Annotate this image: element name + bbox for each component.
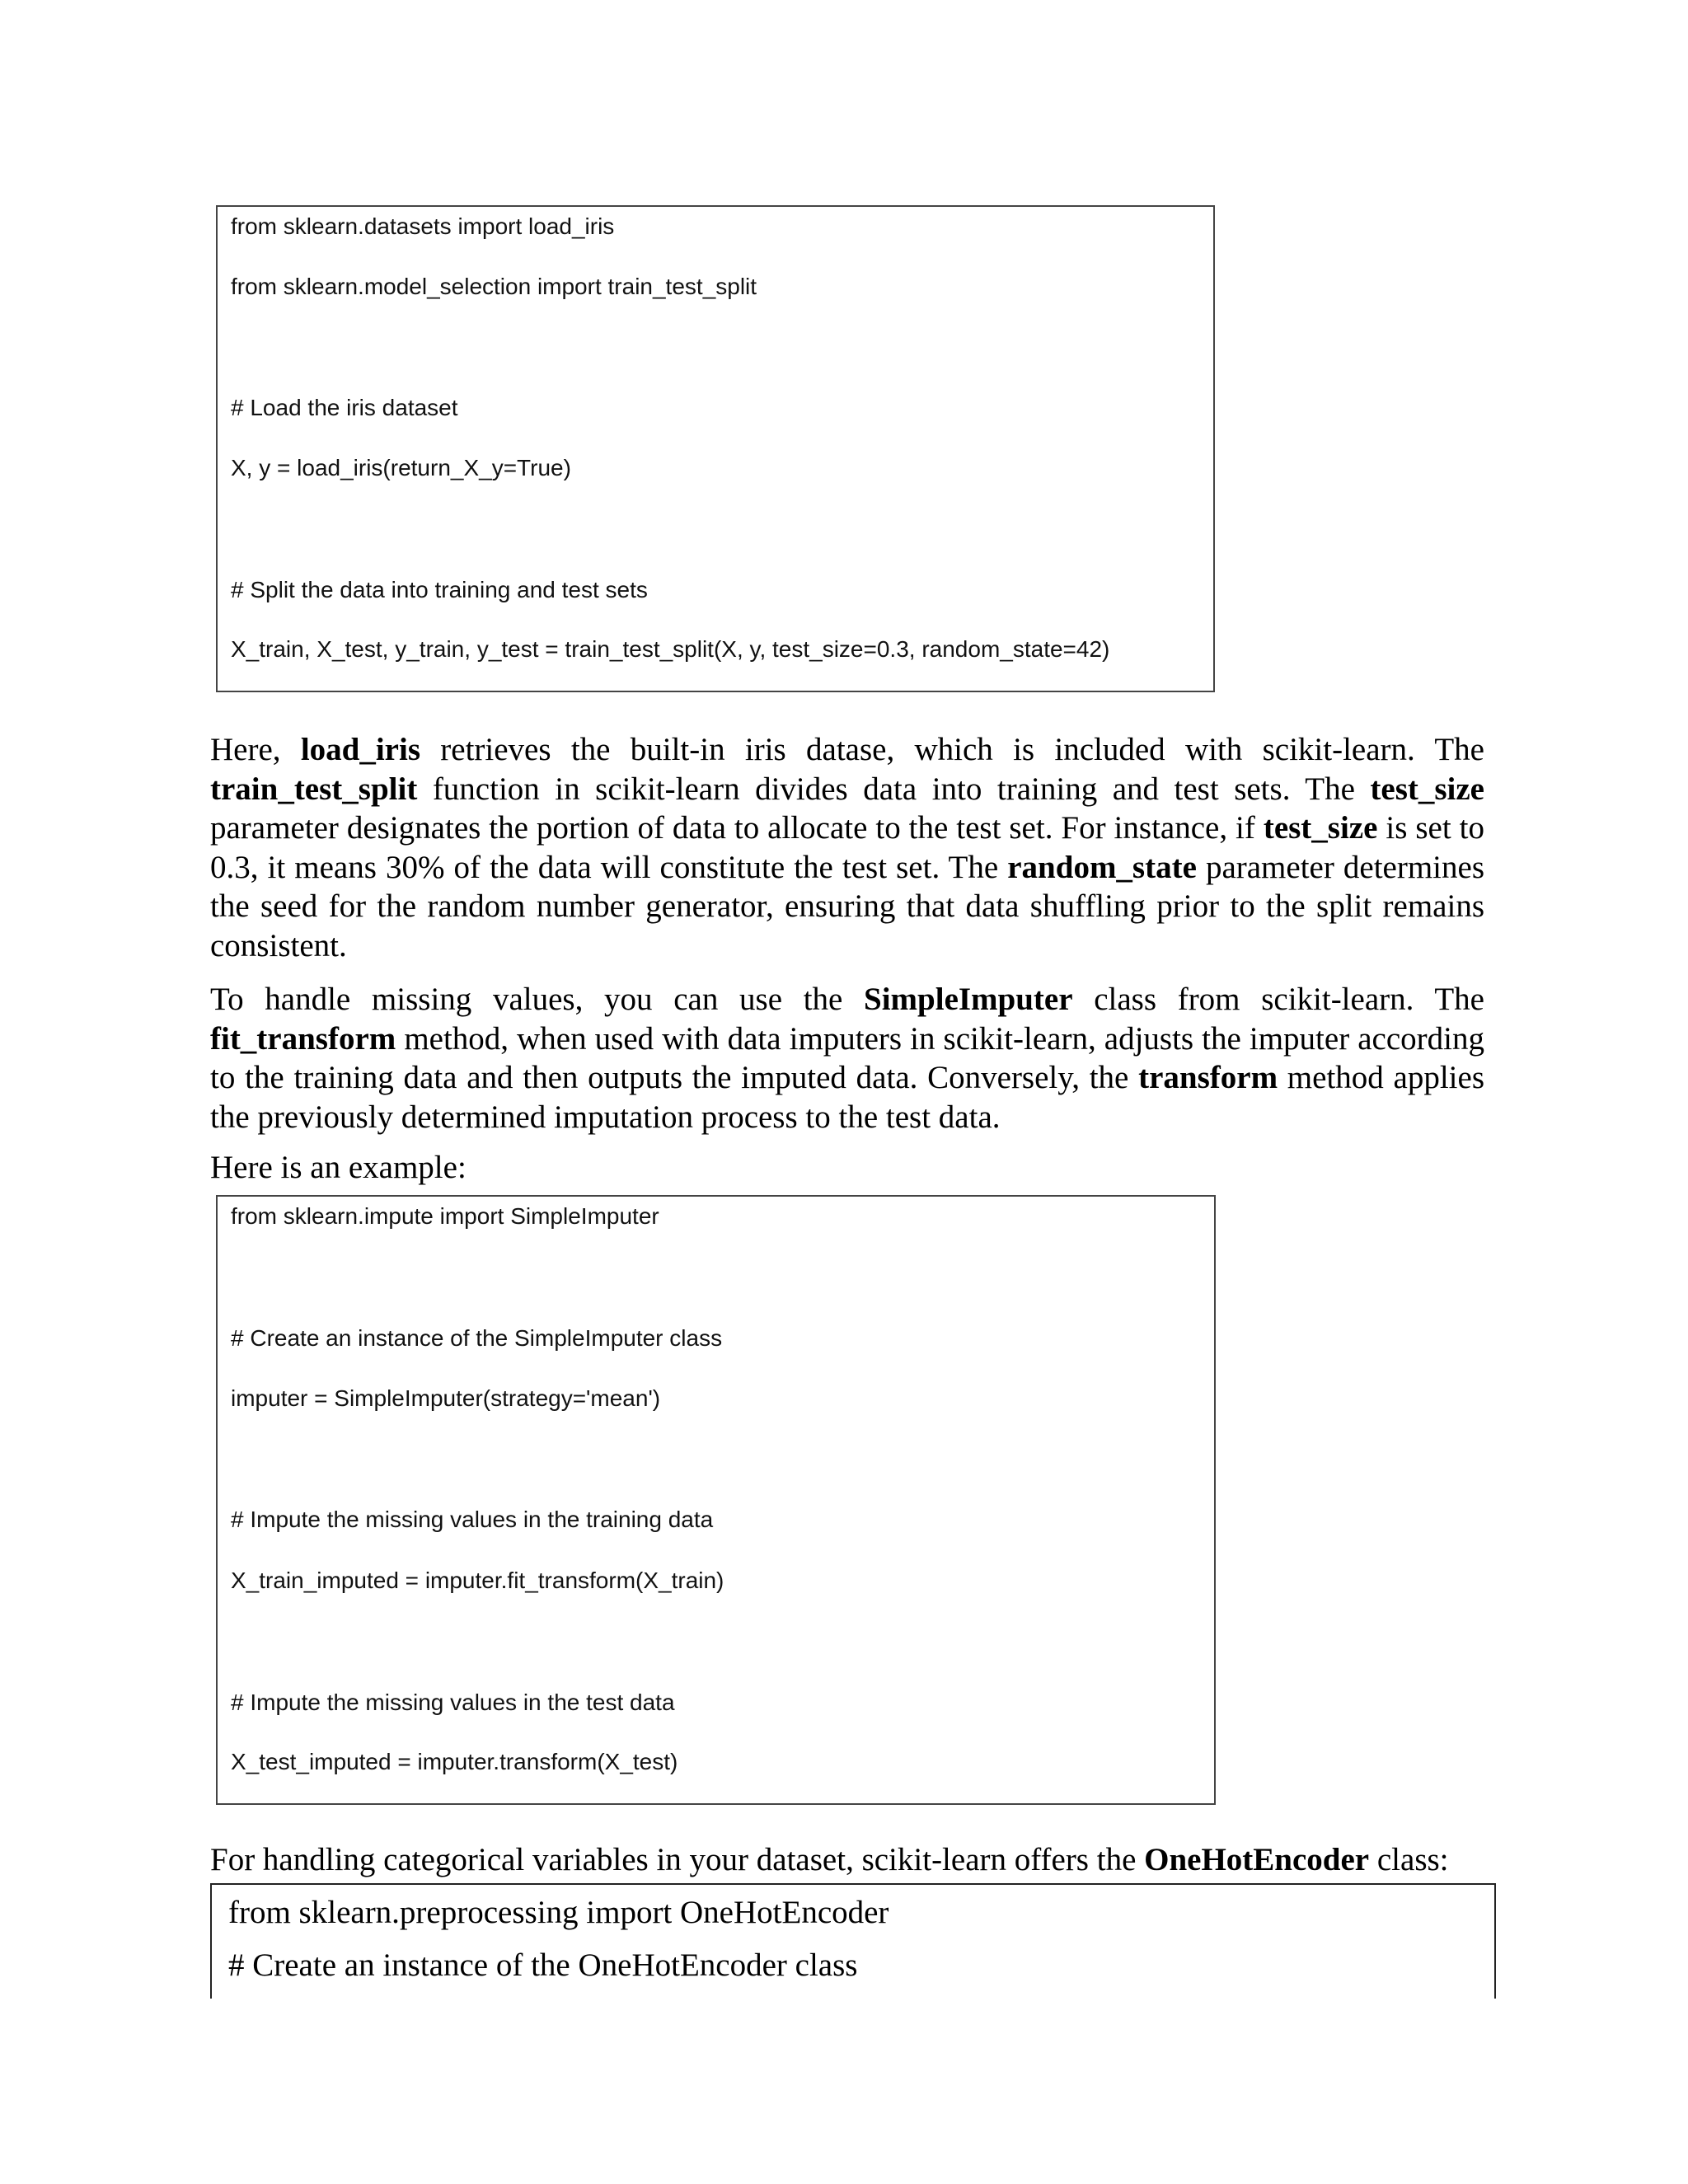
code-line: # Create an instance of the SimpleImputer class <box>231 1325 723 1351</box>
code-line: X, y = load_iris(return_X_y=True) <box>231 455 571 480</box>
term-one-hot-encoder: OneHotEncoder <box>1144 1842 1370 1877</box>
code-block-iris-split <box>216 205 1215 692</box>
paragraph-simple-imputer: To handle missing values, you can use the SimpleImputer class from scikit-learn. The fit_transform method, when used with data imputers in scikit-learn, adjusts the imputer according to the training data and then outputs the imputed data. Conversely, the transform method applies the previously determined imputation process to the test data. <box>210 982 1484 1135</box>
code-line: imputer = SimpleImputer(strategy='mean') <box>231 1385 661 1411</box>
code-line: # Impute the missing values in the test data <box>231 1690 675 1715</box>
term-simple-imputer: SimpleImputer <box>864 982 1073 1017</box>
term-transform: transform <box>1138 1060 1278 1095</box>
code-line: # Impute the missing values in the training data <box>231 1507 714 1532</box>
term-load-iris: load_iris <box>300 732 420 767</box>
code-line: from sklearn.preprocessing import OneHotEncoder <box>228 1895 889 1930</box>
code-line: X_train, X_test, y_train, y_test = train_test_split(X, y, test_size=0.3, random_state=42) <box>231 636 1110 662</box>
code-line: from sklearn.datasets import load_iris <box>231 213 615 239</box>
term-test-size: test_size <box>1370 771 1484 807</box>
code-line: from sklearn.model_selection import train_test_split <box>231 274 757 299</box>
code-block-one-hot-encoder <box>210 1883 1496 1999</box>
term-fit-transform: fit_transform <box>210 1020 396 1057</box>
code-line: # Load the iris dataset <box>231 395 458 420</box>
term-random-state: random_state <box>1007 849 1197 885</box>
example-label: Here is an example: <box>210 1150 467 1185</box>
term-train-test-split: train_test_split <box>210 771 418 807</box>
paragraph-one-hot-encoder: For handling categorical variables in your dataset, scikit-learn offers the OneHotEncoder class: <box>210 1842 1449 1877</box>
code-line: # Create an instance of the OneHotEncoder class <box>228 1947 858 1983</box>
code-line: X_test_imputed = imputer.transform(X_test) <box>231 1749 678 1774</box>
paragraph-load-iris: Here, load_iris retrieves the built-in iris datase, which is included with scikit-learn. The train_test_split function in scikit-learn divides data into training and test sets. The test_size parameter designates the portion of data to allocate to the test set. For instance, if test_size is set to 0.3, it means 30% of the data will constitute the test set. The random_state parameter determines the seed for the random number generator, ensuring that data shuffling prior to the split remains consistent. <box>210 732 1484 963</box>
code-line: from sklearn.impute import SimpleImputer <box>231 1203 659 1229</box>
code-block-simple-imputer <box>216 1195 1216 1805</box>
term-test-size: test_size <box>1263 810 1378 846</box>
code-line: # Split the data into training and test sets <box>231 577 648 602</box>
code-line: X_train_imputed = imputer.fit_transform(X_train) <box>231 1568 724 1593</box>
